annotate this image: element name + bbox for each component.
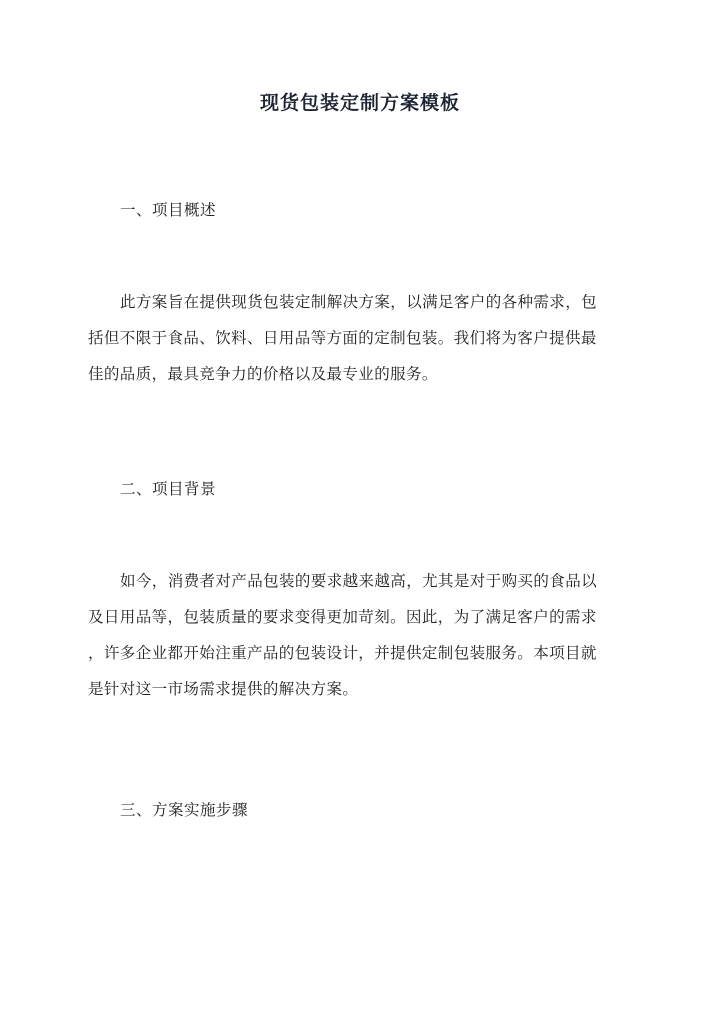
paragraph-line: 是针对这一市场需求提供的解决方案。: [88, 680, 359, 698]
section-paragraph-background: [88, 563, 632, 707]
document-title: 现货包装定制方案模板: [259, 92, 460, 114]
paragraph-line: 括但不限于食品、饮料、日用品等方面的定制包装。我们将为客户提供最: [88, 329, 597, 347]
section-heading-overview: 一、项目概述: [120, 201, 217, 219]
section-paragraph-overview: [88, 284, 632, 392]
section-heading-steps: 三、方案实施步骤: [120, 801, 249, 819]
paragraph-line: 及日用品等，包装质量的要求变得更加苛刻。因此，为了满足客户的需求: [88, 608, 597, 626]
paragraph-line: 此方案旨在提供现货包装定制解决方案，以满足客户的各种需求，包: [120, 293, 598, 311]
paragraph-line: 佳的品质，最具竞争力的价格以及最专业的服务。: [88, 365, 438, 383]
section-heading-background: 二、项目背景: [120, 480, 217, 498]
paragraph-line: ，许多企业都开始注重产品的包装设计，并提供定制包装服务。本项目就: [88, 644, 597, 662]
paragraph-line: 如今，消费者对产品包装的要求越来越高，尤其是对于购买的食品以: [120, 572, 598, 590]
